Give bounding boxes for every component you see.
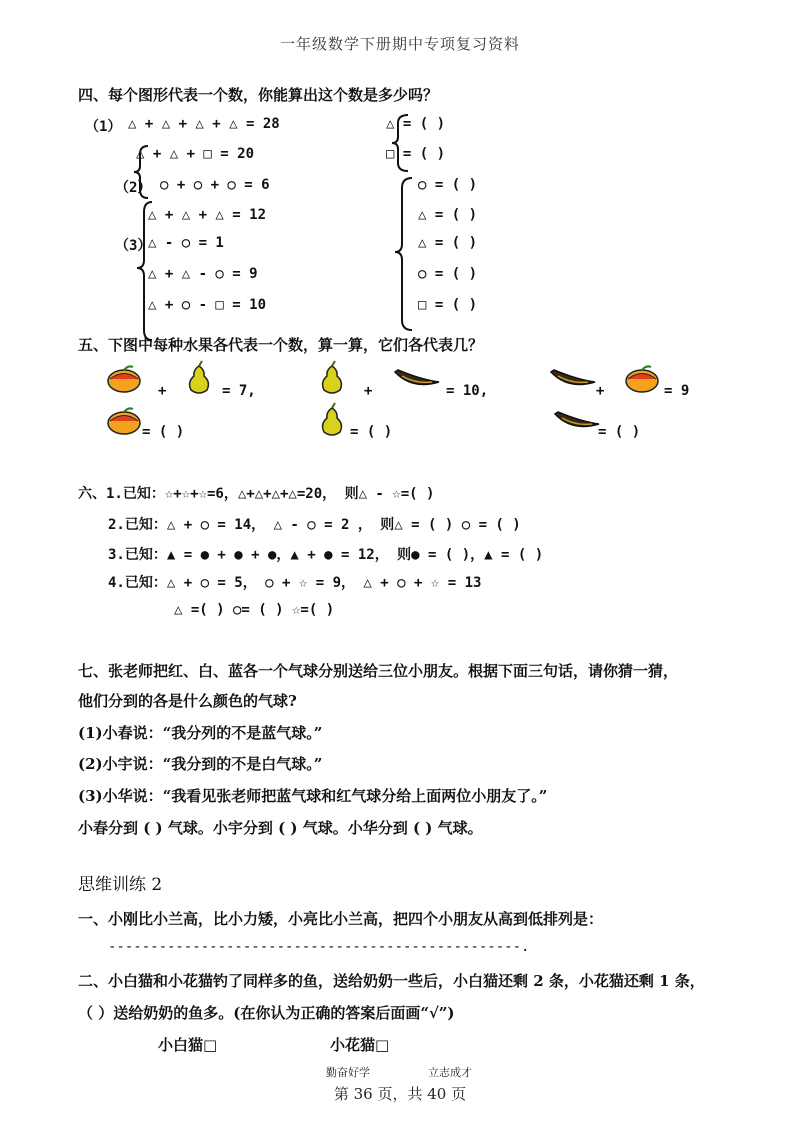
option-white-cat[interactable]: 小白猫□ bbox=[158, 1036, 218, 1054]
peach-answer: = ( ) bbox=[142, 424, 185, 440]
s6-line-5: △ =( ) ○= ( ) ☆=( ) bbox=[174, 602, 335, 618]
section-5-title: 五、下图中每种水果各代表一个数，算一算，它们各代表几？ bbox=[78, 336, 484, 354]
section-4-title: 四、每个图形代表一个数，你能算出这个数是多少吗？ bbox=[78, 86, 439, 104]
question-2-line-2: （ ）送给奶奶的鱼多。(在你认为正确的答案后面画“√”) bbox=[78, 1004, 455, 1022]
equation-3-result: = 9 bbox=[664, 383, 690, 399]
clue-2: (2)小宇说：“我分到的不是白气球。” bbox=[78, 755, 323, 773]
s6-line-4: 4.已知：△ + ○ = 5， ○ + ☆ = 9， △ + ○ + ☆ = 13 bbox=[108, 575, 482, 591]
answer-circle-2: ○ = ( ) bbox=[418, 266, 478, 282]
problem-3-label: （3） bbox=[115, 238, 152, 254]
p2-equation-2: △ + △ + △ = 12 bbox=[148, 207, 267, 223]
answer-triangle-1: △ = ( ) bbox=[418, 207, 478, 223]
peach-icon bbox=[624, 364, 660, 394]
equation-1-result: = 7, bbox=[222, 383, 256, 399]
banana-icon bbox=[548, 368, 598, 392]
pear-icon bbox=[318, 402, 346, 438]
pear-icon bbox=[318, 360, 346, 396]
s6-line-1: 六、1.已知：☆+☆+☆=6，△+△+△+△=20， 则△ - ☆=( ) bbox=[78, 486, 435, 502]
answer-circle-1: ○ = ( ) bbox=[418, 177, 478, 193]
p3-equation-1: △ - ○ = 1 bbox=[148, 235, 224, 251]
plus-sign: + bbox=[158, 383, 167, 399]
answer-square: □ = ( ) bbox=[418, 297, 478, 313]
clue-1: (1)小春说：“我分列的不是蓝气球。” bbox=[78, 724, 323, 742]
clue-3: (3)小华说：“我看见张老师把蓝气球和红气球分给上面两位小朋友了。” bbox=[78, 787, 548, 805]
section-title: 思维训练 2 bbox=[78, 875, 163, 895]
section-7-title-2: 他们分到的各是什么颜色的气球? bbox=[78, 692, 297, 710]
equation-2-result: = 10, bbox=[446, 383, 489, 399]
brace-icon bbox=[134, 200, 154, 342]
plus-sign: + bbox=[364, 383, 373, 399]
page-number: 第 36 页，共 40 页 bbox=[333, 1085, 467, 1103]
banana-icon bbox=[552, 410, 602, 434]
page-header: 一年级数学下册期中专项复习资料 bbox=[279, 35, 520, 53]
brace-icon bbox=[390, 113, 410, 173]
answer-line: 小春分到 ( ) 气球。小宇分到 ( ) 气球。小华分到 ( ) 气球。 bbox=[78, 819, 483, 837]
pear-answer: = ( ) bbox=[350, 424, 393, 440]
option-flower-cat[interactable]: 小花猫□ bbox=[330, 1036, 390, 1054]
p3-equation-2: △ + △ - ○ = 9 bbox=[148, 266, 258, 282]
question-2-line-1: 二、小白猫和小花猫钓了同样多的鱼，送给奶奶一些后，小白猫还剩 2 条，小花猫还剩 1 条， bbox=[78, 972, 705, 990]
banana-icon bbox=[392, 368, 442, 392]
brace-icon bbox=[130, 144, 150, 200]
p2-equation-1: ○ + ○ + ○ = 6 bbox=[160, 177, 270, 193]
p1-equation-2: △ + △ + □ = 20 bbox=[136, 146, 255, 162]
answer-triangle-2: △ = ( ) bbox=[418, 235, 478, 251]
peach-icon bbox=[106, 406, 142, 436]
pear-icon bbox=[185, 360, 213, 396]
plus-sign: + bbox=[596, 383, 605, 399]
problem-1-label: （1） bbox=[85, 119, 122, 135]
p1-answer-triangle: △ = ( ) bbox=[386, 116, 446, 132]
p1-answer-square: □ = ( ) bbox=[386, 146, 446, 162]
banana-answer: = ( ) bbox=[598, 424, 641, 440]
p1-equation-1: △ + △ + △ + △ = 28 bbox=[128, 116, 280, 132]
footer-motto-1: 勤奋好学 bbox=[326, 1066, 370, 1079]
s6-line-3: 3.已知：▲ = ● + ● + ●，▲ + ● = 12， 则● = ( )，▲ = ( ) bbox=[108, 547, 544, 563]
p3-equation-3: △ + ○ - □ = 10 bbox=[148, 297, 267, 313]
brace-icon bbox=[392, 176, 414, 332]
s6-line-2: 2.已知：△ + ○ = 14， △ - ○ = 2 ， 则△ = ( ) ○ = ( ) bbox=[108, 517, 521, 533]
footer-motto-2: 立志成才 bbox=[428, 1066, 472, 1079]
question-1: 一、小刚比小兰高，比小力矮，小亮比小兰高，把四个小朋友从高到低排列是： bbox=[78, 910, 604, 928]
problem-2-label: （2） bbox=[115, 180, 152, 196]
peach-icon bbox=[106, 364, 142, 394]
answer-dashed-line: -------------------------------------------------. bbox=[108, 939, 530, 955]
section-7-title-1: 七、张老师把红、白、蓝各一个气球分别送给三位小朋友。根据下面三句话，请你猜一猜， bbox=[78, 662, 679, 680]
